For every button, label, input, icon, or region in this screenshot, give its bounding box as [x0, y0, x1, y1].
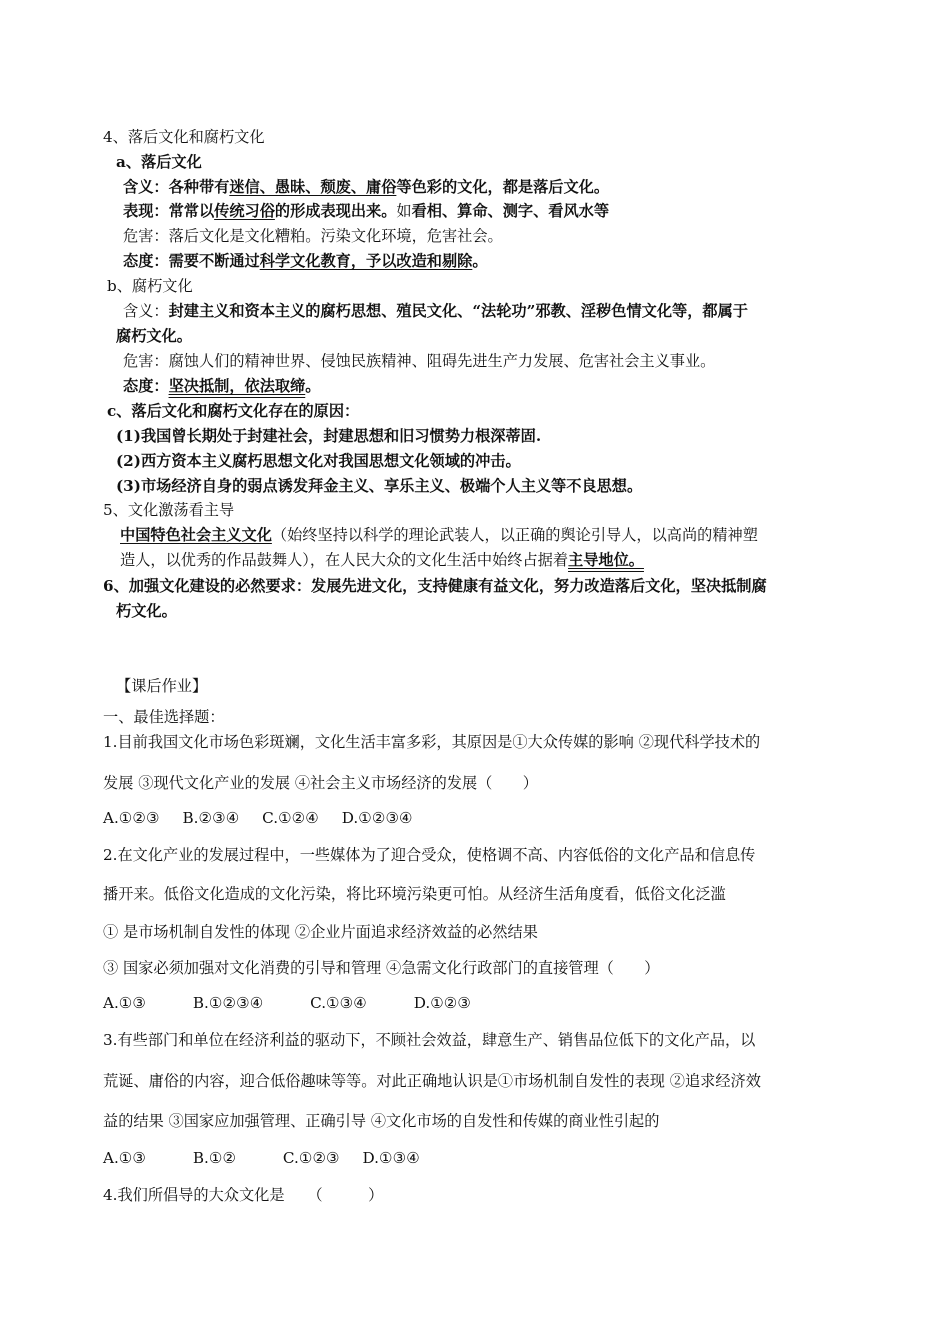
heading-reasons: c、落后文化和腐朽文化存在的原因：	[107, 402, 360, 420]
option-a: A.①③	[103, 1149, 147, 1167]
question-2-line-3: ① 是市场机制自发性的体现 ②企业片面追求经济效益的必然结果	[103, 923, 538, 941]
option-c: C.①②④	[262, 809, 319, 827]
section-5-line-1	[120, 525, 758, 545]
decadent-culture-definition-cont: 腐朽文化。	[116, 327, 192, 345]
reason-2: (2)西方资本主义腐朽思想文化对我国思想文化领域的冲击。	[116, 452, 521, 470]
question-2-line-1: 2.在文化产业的发展过程中，一些媒体为了迎合受众，使格调不高、内容低俗的文化产品和信息传	[103, 846, 756, 864]
manifestation-plain: 如	[396, 202, 412, 220]
manifestation-rest: 看相、算命、测字、看风水等	[411, 202, 609, 220]
backward-culture-manifestation	[123, 201, 609, 221]
homework-section-heading: 一、最佳选择题：	[103, 708, 225, 726]
heading-decadent-culture: b、腐朽文化	[107, 277, 193, 295]
reason-3: (3)市场经济自身的弱点诱发拜金主义、享乐主义、极端个人主义等不良思想。	[116, 477, 643, 495]
decadent-culture-attitude	[123, 376, 320, 396]
underlined-keywords: 迷信、愚昧、颓废、庸俗	[229, 178, 397, 196]
question-3-options	[103, 1148, 420, 1168]
option-d: D.①③④	[362, 1149, 420, 1167]
reason-1: (1)我国曾长期处于封建社会，封建思想和旧习惯势力根深蒂固.	[116, 427, 542, 445]
manifestation-mid: 的形成表现出来。	[274, 202, 397, 220]
heading-backward-culture: a、落后文化	[116, 153, 202, 171]
backward-culture-harm: 危害：落后文化是文化糟粕。污染文化环境，危害社会。	[123, 227, 503, 245]
option-a: A.①②③	[103, 809, 160, 827]
heading-section-5: 5、文化激荡看主导	[103, 501, 235, 519]
decadent-culture-definition	[123, 301, 748, 321]
underlined-keywords: 中国特色社会主义文化	[120, 526, 272, 544]
option-b: B.①②③④	[192, 994, 264, 1012]
question-1-options	[103, 808, 413, 828]
definition-label: 含义：各种带有	[123, 178, 230, 196]
section-5-line-2	[120, 550, 644, 570]
attitude-label: 态度：	[123, 377, 169, 395]
option-b: B.②③④	[182, 809, 240, 827]
underlined-keywords: 坚决抵制，依法取缔	[168, 377, 306, 395]
section-6-line-2: 朽文化。	[116, 602, 177, 620]
definition-label: 含义：	[123, 302, 169, 320]
question-2-line-4: ③ 国家必须加强对文化消费的引导和管理 ④急需文化行政部门的直接管理（ ）	[103, 959, 660, 977]
question-3-line-3: 益的结果 ③国家应加强管理、正确引导 ④文化市场的自发性和传媒的商业性引起的	[103, 1112, 660, 1130]
question-1-line-2: 发展 ③现代文化产业的发展 ④社会主义市场经济的发展（ ）	[103, 774, 538, 792]
question-2-options	[103, 993, 471, 1013]
heading-section-4: 4、落后文化和腐朽文化	[103, 128, 265, 146]
option-b: B.①②	[192, 1149, 237, 1167]
backward-culture-definition	[123, 177, 609, 197]
attitude-label: 态度：需要不断通过	[123, 252, 260, 270]
section-6-line-1: 6、加强文化建设的必然要求：发展先进文化，支持健康有益文化，努力改造落后文化，坚决抵制腐	[103, 577, 767, 595]
definition-rest: 等色彩的文化，都是落后文化。	[396, 178, 609, 196]
question-3-line-2: 荒诞、庸俗的内容，迎合低俗趣味等等。对此正确地认识是①市场机制自发性的表现 ②追求经济效	[103, 1072, 761, 1090]
question-3-line-1: 3.有些部门和单位在经济利益的驱动下，不顾社会效益，肆意生产、销售品位低下的文化产品，以	[103, 1031, 756, 1049]
option-a: A.①③	[103, 994, 147, 1012]
homework-title: 【课后作业】	[116, 677, 208, 695]
section-5-text: （始终坚持以科学的理论武装人，以正确的舆论引导人，以高尚的精神塑	[271, 526, 758, 544]
underlined-keyword: 传统习俗	[214, 202, 275, 220]
underlined-keywords: 主导地位。	[568, 551, 644, 569]
section-5-text: 造人，以优秀的作品鼓舞人），在人民大众的文化生活中始终占据着	[120, 551, 569, 569]
attitude-end: 。	[305, 377, 321, 395]
question-1-line-1: 1.目前我国文化市场色彩斑斓，文化生活丰富多彩，其原因是①大众传媒的影响 ②现代科学技术的	[103, 733, 761, 751]
definition-text: 封建主义和资本主义的腐朽思想、殖民文化、“法轮功”邪教、淫秽色情文化等，都属于	[168, 302, 748, 320]
underlined-keywords: 科学文化教育，予以改造和剔除	[259, 252, 473, 270]
backward-culture-attitude	[123, 251, 488, 271]
decadent-culture-harm: 危害：腐蚀人们的精神世界、侵蚀民族精神、阻碍先进生产力发展、危害社会主义事业。	[123, 352, 716, 370]
option-d: D.①②③④	[341, 809, 413, 827]
option-c: C.①③④	[310, 994, 367, 1012]
option-d: D.①②③	[413, 994, 472, 1012]
question-2-line-2: 播开来。低俗文化造成的文化污染，将比环境污染更可怕。从经济生活角度看，低俗文化泛滥	[103, 885, 726, 903]
attitude-end: 。	[472, 252, 488, 270]
question-4-line-1: 4.我们所倡导的大众文化是 （ ）	[103, 1186, 384, 1204]
option-c: C.①②③	[282, 1149, 340, 1167]
manifestation-label: 表现：常常以	[123, 202, 215, 220]
